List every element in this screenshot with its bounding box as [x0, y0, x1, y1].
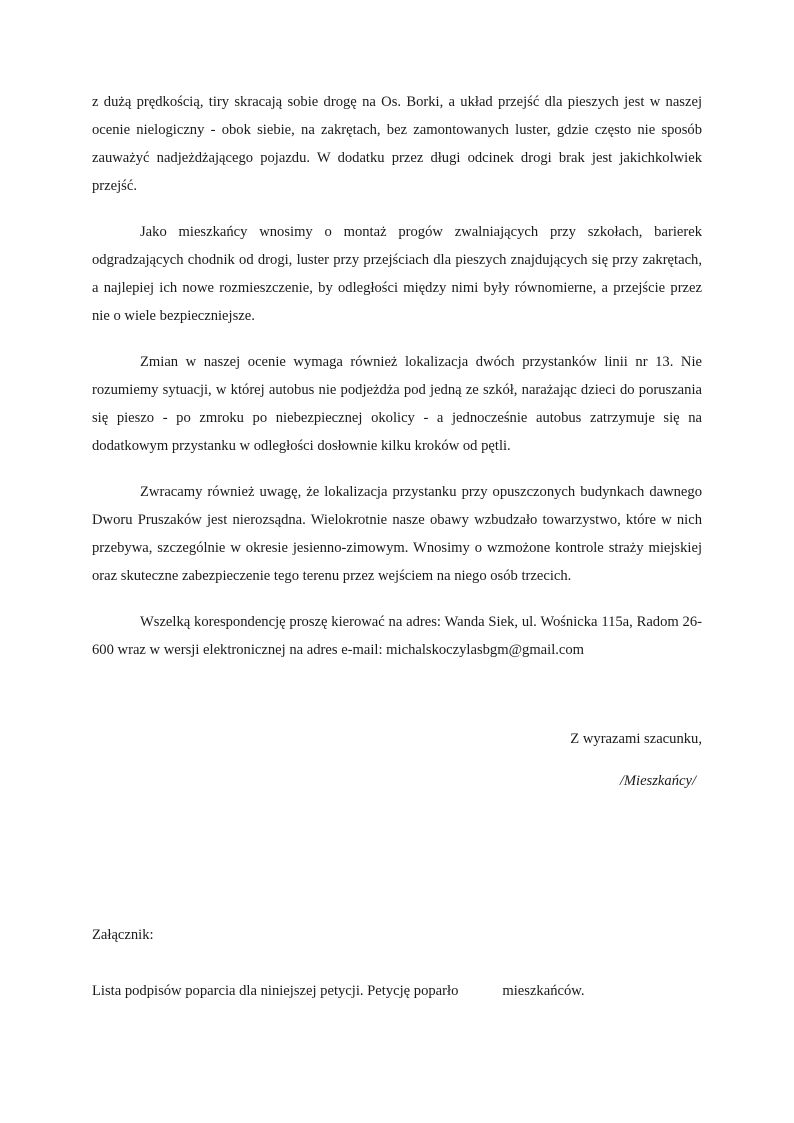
paragraph-3: Zmian w naszej ocenie wymaga również lokalizacja dwóch przystanków linii nr 13. Nie rozumiemy sytuacji, w której autobus nie podjeżdża pod jedną ze szkół, narażając dzieci do poruszania się pieszo - po zmroku po niebezpiecznej okolicy - a jednocześnie autobus zatrzymuje się na dodatkowym przystanku w odległości dosłownie kilku kroków od pętli.	[92, 354, 702, 455]
attachment-text-before: Lista podpisów poparcia dla niniejszej petycji. Petycję poparło	[92, 982, 459, 999]
paragraph-1: z dużą prędkością, tiry skracają sobie drogę na Os. Borki, a układ przejść dla pieszych jest w naszej ocenie nielogiczny - obok siebie, na zakrętach, bez zamontowanych luster, gdzie często nie sposób zauważyć nadjeżdżającego pojazdu. W dodatku przez długi odcinek drogi brak jest jakichkolwiek przejść.	[92, 94, 702, 195]
attachment-text-after: mieszkańców.	[502, 982, 585, 999]
letter-body	[92, 88, 702, 664]
attachment-title: Załącznik:	[92, 927, 154, 943]
signature-line: /Mieszkańcy/	[619, 773, 696, 789]
attachment-description	[92, 978, 702, 1006]
closing-block	[92, 726, 702, 795]
paragraph-4: Zwracamy również uwagę, że lokalizacja przystanku przy opuszczonych budynkach dawnego Dworu Pruszaków jest nierozsądna. Wielokrotnie nasze obawy wzbudzało towarzystwo, które w nich przebywa, szczególnie w okresie jesienno-zimowym. Wnosimy o wzmożone kontrole straży miejskiej oraz skuteczne zabezpieczenie tego terenu przez wejściem na niego osób trzecich.	[92, 484, 702, 585]
attachment-section	[92, 922, 702, 1005]
paragraph-5: Wszelką korespondencję proszę kierować na adres: Wanda Siek, ul. Wośnicka 115a, Radom 26-600 wraz w wersji elektronicznej na adres e-mail: michalskoczylasbgm@gmail.com	[92, 614, 702, 659]
paragraph-2: Jako mieszkańcy wnosimy o montaż progów zwalniających przy szkołach, barierek odgradzających chodnik od drogi, luster przy przejściach dla pieszych znajdujących się przy zakrętach, a najlepiej ich nowe rozmieszczenie, by odległości między nimi były równomierne, a przejście przez nie o wiele bezpieczniejsze.	[92, 224, 702, 325]
closing-salutation: Z wyrazami szacunku,	[570, 731, 702, 748]
